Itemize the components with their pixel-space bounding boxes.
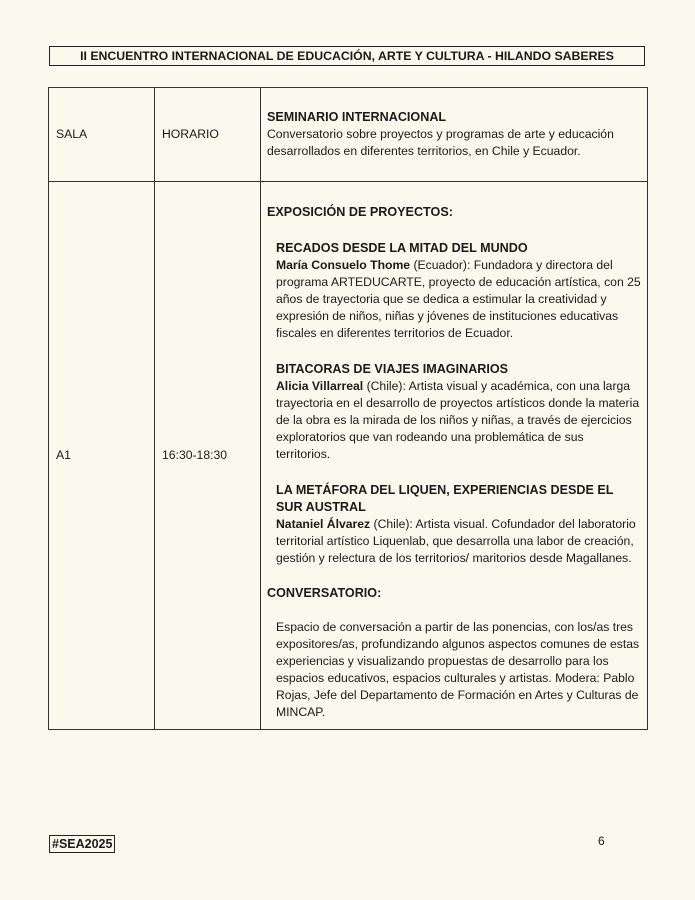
exposicion-title: EXPOSICIÓN DE PROYECTOS: xyxy=(267,205,453,219)
project-item xyxy=(267,482,641,567)
project-description xyxy=(276,378,641,463)
page-number: 6 xyxy=(598,834,605,848)
hashtag-badge: #SEA2025 xyxy=(49,835,115,853)
project-title: BITACORAS DE VIAJES IMAGINARIOS xyxy=(276,362,509,376)
program-cell xyxy=(261,182,648,730)
project-text: (Ecuador): Fundadora y directora del programa ARTEDUCARTE, proyecto de educación artística, con 25 años de trayectoria que se dedica a estimular la creatividad y expresión de niños, niñas y jóvenes de instituciones educativas fiscales en diferentes territorios de Ecuador. xyxy=(276,258,641,340)
project-text: (Chile): Artista visual. Cofundador del laboratorio territorial artístico Liquenlab, que desarrolla una labor de creación, gestión y relectura de los territorios/ maritorios desde Magallanes. xyxy=(276,517,636,565)
sala-value: A1 xyxy=(49,182,155,730)
header-horario: HORARIO xyxy=(155,88,261,182)
project-description xyxy=(276,257,641,342)
header-sala: SALA xyxy=(49,88,155,182)
table-row xyxy=(49,182,648,730)
project-item xyxy=(267,361,641,463)
horario-value: 16:30-18:30 xyxy=(155,182,261,730)
project-description xyxy=(276,516,641,567)
seminar-description: Conversatorio sobre proyectos y programas de arte y educación desarrollados en diferentes territorios, en Chile y Ecuador. xyxy=(267,127,614,158)
seminar-title: SEMINARIO INTERNACIONAL xyxy=(267,110,447,124)
document-title: II ENCUENTRO INTERNACIONAL DE EDUCACIÓN, ARTE Y CULTURA - HILANDO SABERES xyxy=(49,46,645,66)
project-person: Nataniel Álvarez xyxy=(276,517,371,531)
schedule-table xyxy=(48,87,648,730)
table-header-row xyxy=(49,88,648,182)
conversatorio-title: CONVERSATORIO: xyxy=(267,586,382,600)
project-text: (Chile): Artista visual y académica, con una larga trayectoria en el desarrollo de proyectos artísticos donde la materia de la obra es la mirada de los niños y niñas, a través de ejercicios exploratorios que van rodeando una problemática de sus territorios. xyxy=(276,379,640,461)
header-seminar xyxy=(261,88,648,182)
conversatorio-text: Espacio de conversación a partir de las ponencias, con los/as tres expositores/as, profundizando algunos aspectos comunes de estas experiencias y visualizando propuestas de desarrollo para los espacios educativos, espacios culturales y artistas. Modera: Pablo Rojas, Jefe del Departamento de Formación en Artes y Culturas de MINCAP. xyxy=(276,620,640,719)
project-person: María Consuelo Thome xyxy=(276,258,411,272)
project-title: RECADOS DESDE LA MITAD DEL MUNDO xyxy=(276,241,528,255)
project-person: Alicia Villarreal xyxy=(276,379,364,393)
project-item xyxy=(267,240,641,342)
project-title: LA METÁFORA DEL LIQUEN, EXPERIENCIAS DESDE EL SUR AUSTRAL xyxy=(276,483,614,514)
